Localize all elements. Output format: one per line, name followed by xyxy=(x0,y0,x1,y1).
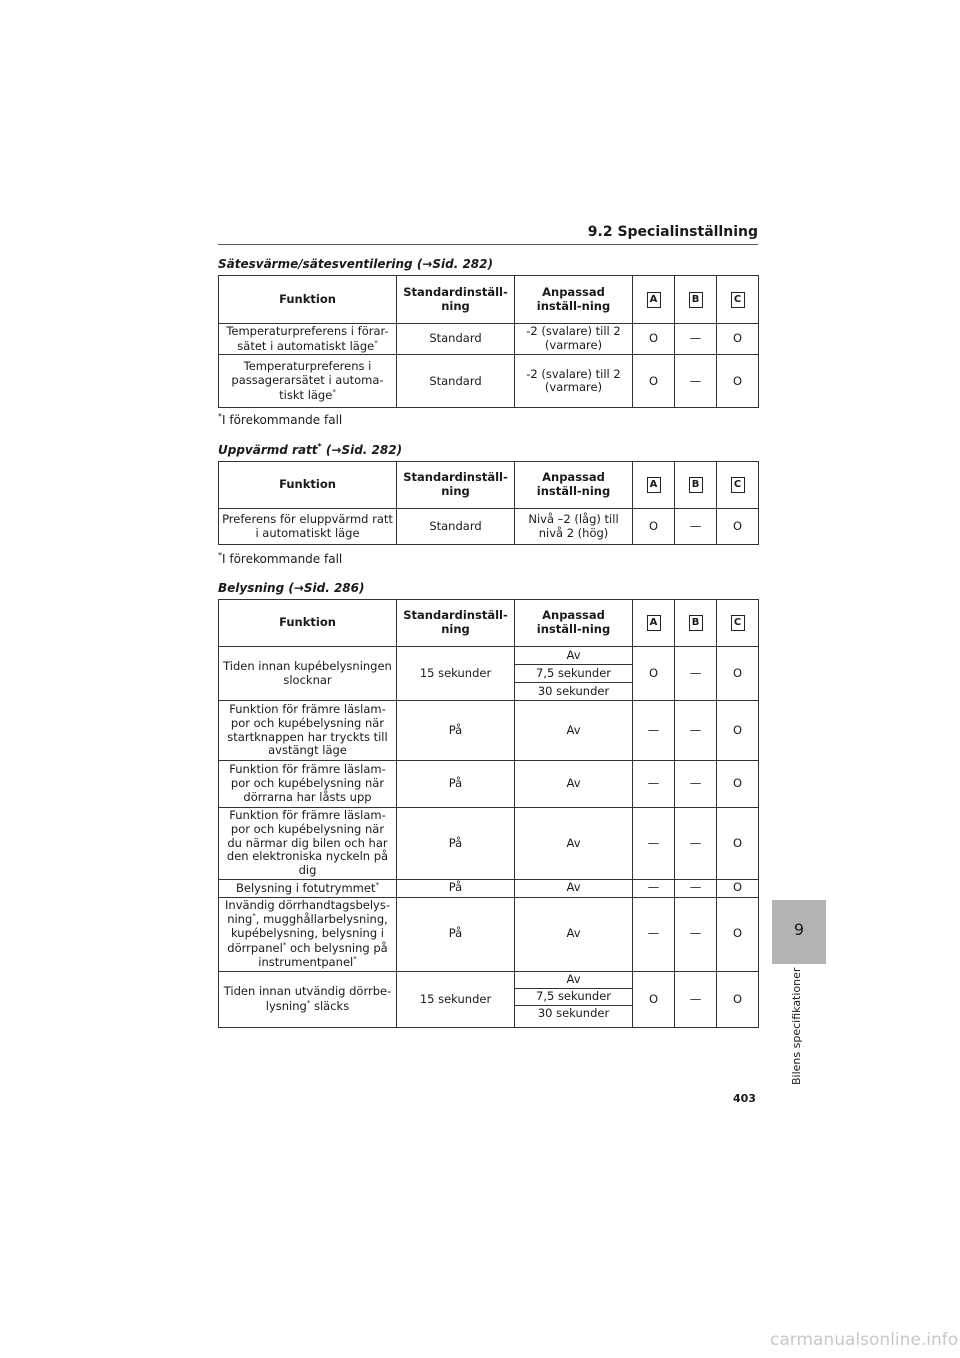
row-a: — xyxy=(633,897,675,971)
footnote: *I förekommande fall xyxy=(218,412,343,427)
chapter-tab xyxy=(772,900,826,964)
row-funktion: Funktion för främre läslam-por och kupébelysning när startknappen har tryckts till avstängt läge xyxy=(219,701,397,761)
row-b: — xyxy=(675,808,717,880)
watermark: carmanualsonline.info xyxy=(770,1330,959,1350)
box-label-b: B xyxy=(689,292,703,308)
row-c: O xyxy=(717,808,759,880)
chapter-label: Bilens specifikationer xyxy=(790,967,803,1085)
row-a: O xyxy=(633,355,675,408)
row-anpassad-option: 7,5 sekunder xyxy=(515,665,633,683)
box-label-b: B xyxy=(689,477,703,493)
row-c: O xyxy=(717,897,759,971)
section-title-seat-heating: Sätesvärme/sätesventilering (→Sid. 282) xyxy=(218,257,493,271)
row-c: O xyxy=(717,324,759,355)
table-row xyxy=(219,509,759,545)
section-header-title: 9.2 Specialinställning xyxy=(587,224,758,240)
table-row xyxy=(219,324,759,355)
box-label-c: C xyxy=(731,477,745,493)
footnote-mark: * xyxy=(375,880,379,889)
box-label-a: A xyxy=(647,292,661,308)
row-standard: På xyxy=(397,897,515,971)
col-header-funktion: Funktion xyxy=(219,600,397,647)
row-anpassad-option: 7,5 sekunder xyxy=(515,989,633,1006)
row-standard: På xyxy=(397,701,515,761)
col-header-standard: Standardinställ-ning xyxy=(397,276,515,324)
row-b: — xyxy=(675,355,717,408)
col-header-standard: Standardinställ-ning xyxy=(397,600,515,647)
col-header-funktion: Funktion xyxy=(219,462,397,509)
section-title-heated-wheel: Uppvärmd ratt* (→Sid. 282) xyxy=(218,442,403,457)
col-header-anpassad: Anpassad inställ-ning xyxy=(515,600,633,647)
box-label-c: C xyxy=(731,292,745,308)
row-standard: På xyxy=(397,879,515,897)
row-a: O xyxy=(633,972,675,1028)
row-funktion: Preferens för eluppvärmd ratt i automatiskt läge xyxy=(219,509,397,545)
row-anpassad: Av xyxy=(515,808,633,880)
row-funktion: Tiden innan utvändig dörrbe-lysning* släcks xyxy=(219,972,397,1028)
col-header-standard: Standardinställ-ning xyxy=(397,462,515,509)
page-number: 403 xyxy=(733,1092,756,1105)
row-anpassad: Av xyxy=(515,879,633,897)
row-b: — xyxy=(675,879,717,897)
row-c: O xyxy=(717,972,759,1028)
row-anpassad: Av xyxy=(515,897,633,971)
row-c: O xyxy=(717,701,759,761)
footnote: *I förekommande fall xyxy=(218,551,343,566)
table-row xyxy=(219,897,759,971)
row-b: — xyxy=(675,509,717,545)
row-anpassad-option: Av xyxy=(515,972,633,989)
row-a: O xyxy=(633,324,675,355)
row-anpassad: -2 (svalare) till 2 (varmare) xyxy=(515,324,633,355)
table-row xyxy=(219,879,759,897)
row-c: O xyxy=(717,355,759,408)
footnote-mark: * xyxy=(374,338,378,347)
row-a: — xyxy=(633,761,675,808)
table-row xyxy=(219,355,759,408)
row-a: — xyxy=(633,808,675,880)
page-header xyxy=(218,224,758,245)
row-funktion: Funktion för främre läslam-por och kupébelysning när dörrarna har låsts upp xyxy=(219,761,397,808)
row-c: O xyxy=(717,647,759,701)
row-funktion: Tiden innan kupébelysningen slocknar xyxy=(219,647,397,701)
row-standard: Standard xyxy=(397,509,515,545)
section-title-lighting: Belysning (→Sid. 286) xyxy=(218,581,365,595)
row-a: — xyxy=(633,879,675,897)
col-header-funktion: Funktion xyxy=(219,276,397,324)
row-anpassad: Av xyxy=(515,701,633,761)
row-b: — xyxy=(675,647,717,701)
row-anpassad: -2 (svalare) till 2 (varmare) xyxy=(515,355,633,408)
row-anpassad: Av xyxy=(515,761,633,808)
row-a: — xyxy=(633,701,675,761)
row-anpassad: Nivå –2 (låg) till nivå 2 (hög) xyxy=(515,509,633,545)
table-row xyxy=(219,701,759,761)
row-b: — xyxy=(675,972,717,1028)
row-anpassad-option: 30 sekunder xyxy=(515,683,633,701)
row-b: — xyxy=(675,897,717,971)
table-row xyxy=(219,647,759,665)
table-row xyxy=(219,761,759,808)
box-label-b: B xyxy=(689,615,703,631)
row-anpassad-option: 30 sekunder xyxy=(515,1006,633,1028)
row-standard: Standard xyxy=(397,355,515,408)
row-standard: På xyxy=(397,808,515,880)
box-label-a: A xyxy=(647,477,661,493)
row-standard: På xyxy=(397,761,515,808)
row-c: O xyxy=(717,761,759,808)
row-b: — xyxy=(675,324,717,355)
row-standard: 15 sekunder xyxy=(397,972,515,1028)
row-standard: Standard xyxy=(397,324,515,355)
box-label-c: C xyxy=(731,615,745,631)
row-funktion: Belysning i fotutrymmet xyxy=(236,880,376,895)
row-a: O xyxy=(633,647,675,701)
row-b: — xyxy=(675,761,717,808)
lighting-table xyxy=(218,599,759,1028)
row-standard: 15 sekunder xyxy=(397,647,515,701)
row-funktion: Temperaturpreferens i förar-sätet i automatiskt läge xyxy=(226,324,389,353)
seat-heating-table xyxy=(218,275,759,408)
row-c: O xyxy=(717,879,759,897)
row-funktion: Funktion för främre läslam-por och kupébelysning när du närmar dig bilen och har den elektroniska nyckeln på dig xyxy=(219,808,397,880)
row-funktion: Invändig dörrhandtagsbelys-ning*, mugghållarbelysning, kupébelysning, belysning i dörrpanel* och belysning på instrumentpanel* xyxy=(219,897,397,971)
col-header-anpassad: Anpassad inställ-ning xyxy=(515,276,633,324)
chapter-number: 9 xyxy=(793,920,805,939)
table-row xyxy=(219,972,759,989)
heated-wheel-table xyxy=(218,461,759,545)
row-anpassad-option: Av xyxy=(515,647,633,665)
row-b: — xyxy=(675,701,717,761)
row-a: O xyxy=(633,509,675,545)
row-c: O xyxy=(717,509,759,545)
box-label-a: A xyxy=(647,615,661,631)
footnote-mark: * xyxy=(332,387,336,396)
col-header-anpassad: Anpassad inställ-ning xyxy=(515,462,633,509)
row-funktion: Temperaturpreferens i passagerarsätet i automa-tiskt läge xyxy=(231,359,384,402)
table-row xyxy=(219,808,759,880)
